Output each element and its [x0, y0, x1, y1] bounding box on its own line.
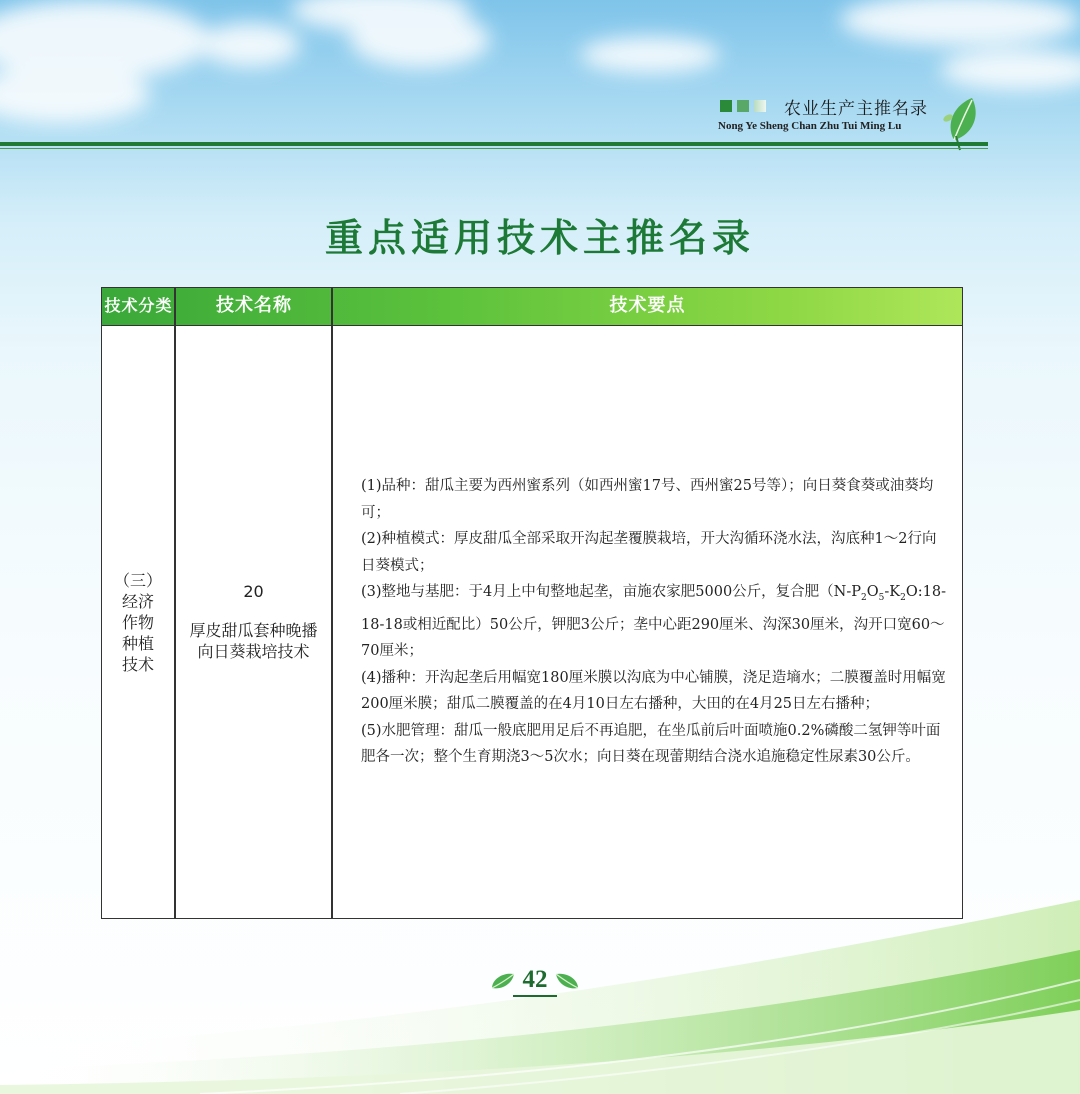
page-number: 42	[522, 966, 548, 993]
point-2: (2)种植模式：厚皮甜瓜全部采取开沟起垄覆膜栽培，开大沟循环浇水法，沟底种1～2行向日葵模式；	[361, 531, 937, 574]
book-title-pinyin: Nong Ye Sheng Chan Zhu Tui Ming Lu	[718, 120, 902, 132]
category-line: （三）	[113, 570, 162, 590]
header-square-decoration	[737, 100, 749, 112]
header-square-decoration	[720, 100, 732, 112]
tech-points	[361, 473, 946, 770]
header-category: 技术分类	[104, 296, 173, 315]
table-header-row	[102, 288, 962, 326]
page-number-area	[490, 962, 580, 1002]
leaf-right-icon	[554, 970, 580, 992]
page-number-underline	[513, 995, 557, 997]
tech-name-cell	[176, 326, 331, 918]
point-5: (5)水肥管理：甜瓜一般底肥用足后不再追肥，在坐瓜前后叶面喷施0.2%磷酸二氢钾等叶面肥各一次；整个生育期浇3～5次水；向日葵在现蕾期结合浇水追施稳定性尿素30公斤。	[361, 722, 941, 766]
category-line: 技术	[121, 654, 154, 674]
book-title: 农业生产主推名录	[784, 99, 928, 119]
page-title: 重点适用技术主推名录	[324, 216, 755, 260]
header-rule-thin	[0, 148, 988, 149]
header-tech-name: 技术名称	[216, 295, 292, 316]
header-rule	[0, 142, 988, 146]
point-3: (3)整地与基肥：于4月上中旬整地起垄，亩施农家肥5000公斤，复合肥（$N-P_2O_5-K_2O:18-18-18$或相近配比）50公斤，钾肥3公斤；垄中心距290厘米、沟深30厘米，沟开口宽60～70厘米；	[361, 584, 946, 660]
point-1: (1)品种：甜瓜主要为西州蜜系列（如西州蜜17号、西州蜜25号等）；向日葵食葵或油葵均可；	[361, 478, 934, 521]
tech-table	[101, 287, 963, 919]
tech-points-cell	[333, 326, 962, 918]
category-line: 经济	[121, 591, 154, 611]
tech-number: 20	[243, 582, 264, 601]
header-tech-points: 技术要点	[609, 295, 686, 316]
category-cell	[102, 326, 174, 918]
tech-name: 厚皮甜瓜套种晚播向日葵栽培技术	[189, 621, 318, 661]
category-line: 作物	[121, 612, 154, 632]
header-square-decoration	[754, 100, 766, 112]
point-4: (4)播种：开沟起垄后用幅宽180厘米膜以沟底为中心铺膜，浇足造墒水；二膜覆盖时用幅宽200厘米膜；甜瓜二膜覆盖的在4月10日左右播种，大田的在4月25日左右播种；	[361, 669, 946, 713]
category-line: 种植	[121, 633, 154, 653]
book-header	[720, 96, 950, 140]
